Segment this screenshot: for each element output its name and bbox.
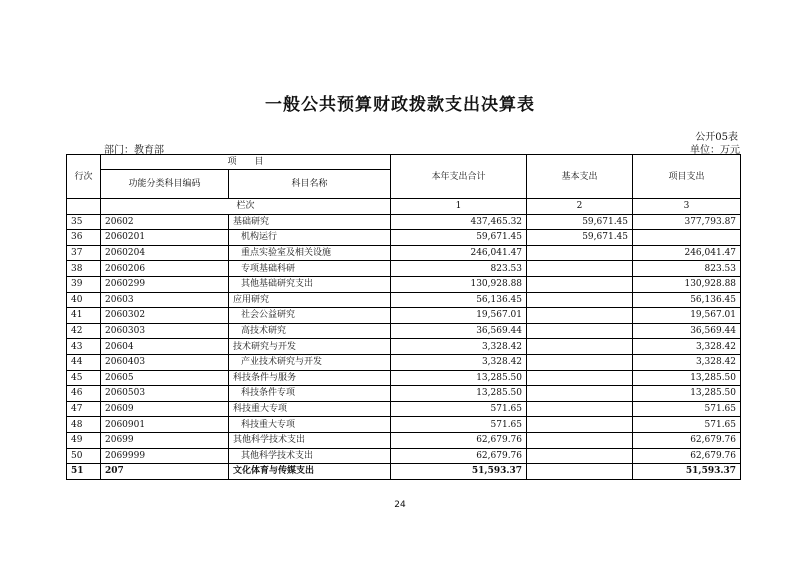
project-cell: 377,793.87 [633, 214, 741, 230]
total-cell: 571.65 [391, 401, 527, 417]
header-col-2: 2 [527, 199, 633, 215]
table-row [67, 261, 741, 277]
table-row [67, 308, 741, 324]
name-cell: 其他科学技术支出 [229, 448, 391, 464]
name-cell: 科技条件与服务 [229, 370, 391, 386]
row-number-cell: 37 [67, 245, 101, 261]
name-cell: 科技重大专项 [229, 401, 391, 417]
name-cell: 其他基础研究支出 [229, 276, 391, 292]
department-label: 部门：教育部 [104, 145, 164, 156]
name-cell: 专项基础科研 [229, 261, 391, 277]
code-cell: 2060206 [101, 261, 229, 277]
total-cell: 13,285.50 [391, 370, 527, 386]
total-cell: 62,679.76 [391, 432, 527, 448]
row-number-cell: 51 [67, 464, 101, 480]
basic-cell: 59,671.45 [527, 214, 633, 230]
code-cell: 2060503 [101, 386, 229, 402]
project-cell: 823.53 [633, 261, 741, 277]
code-cell: 2060201 [101, 230, 229, 246]
name-cell: 其他科学技术支出 [229, 432, 391, 448]
project-cell: 571.65 [633, 401, 741, 417]
table-row [67, 230, 741, 246]
row-number-cell: 35 [67, 214, 101, 230]
basic-cell [527, 401, 633, 417]
basic-cell [527, 448, 633, 464]
header-basic: 基本支出 [527, 155, 633, 199]
header-name: 科目名称 [229, 170, 391, 199]
basic-cell [527, 276, 633, 292]
table-row [67, 354, 741, 370]
name-cell: 机构运行 [229, 230, 391, 246]
project-cell: 19,567.01 [633, 308, 741, 324]
table-row [67, 386, 741, 402]
code-cell: 20699 [101, 432, 229, 448]
project-cell: 3,328.42 [633, 354, 741, 370]
basic-cell [527, 354, 633, 370]
total-cell: 823.53 [391, 261, 527, 277]
table-row [67, 448, 741, 464]
total-cell: 13,285.50 [391, 386, 527, 402]
basic-cell: 59,671.45 [527, 230, 633, 246]
table-row [67, 370, 741, 386]
unit-label: 单位：万元 [690, 145, 740, 156]
code-cell: 2060204 [101, 245, 229, 261]
row-number-cell: 46 [67, 386, 101, 402]
name-cell: 科技条件专项 [229, 386, 391, 402]
basic-cell [527, 464, 633, 480]
basic-cell [527, 417, 633, 433]
basic-cell [527, 245, 633, 261]
project-cell: 62,679.76 [633, 432, 741, 448]
document-title: 一般公共预算财政拨款支出决算表 [265, 95, 535, 115]
name-cell: 技术研究与开发 [229, 339, 391, 355]
total-cell: 56,136.45 [391, 292, 527, 308]
basic-cell [527, 386, 633, 402]
project-cell: 62,679.76 [633, 448, 741, 464]
table-row [67, 339, 741, 355]
name-cell: 文化体育与传媒支出 [229, 464, 391, 480]
page-number: 24 [394, 500, 406, 510]
header-col-3: 3 [633, 199, 741, 215]
row-number-cell: 42 [67, 323, 101, 339]
table-row [67, 464, 741, 480]
code-cell: 2060299 [101, 276, 229, 292]
basic-cell [527, 339, 633, 355]
project-cell: 3,328.42 [633, 339, 741, 355]
project-cell: 130,928.88 [633, 276, 741, 292]
row-number-cell: 48 [67, 417, 101, 433]
table-row [67, 245, 741, 261]
total-cell: 51,593.37 [391, 464, 527, 480]
name-cell: 重点实验室及相关设施 [229, 245, 391, 261]
row-number-cell: 44 [67, 354, 101, 370]
header-project: 项目支出 [633, 155, 741, 199]
total-cell: 62,679.76 [391, 448, 527, 464]
total-cell: 19,567.01 [391, 308, 527, 324]
header-code: 功能分类科目编码 [101, 170, 229, 199]
code-cell: 20605 [101, 370, 229, 386]
row-number-cell: 49 [67, 432, 101, 448]
project-cell [633, 230, 741, 246]
name-cell: 基础研究 [229, 214, 391, 230]
header-column-index: 栏次 [101, 199, 391, 215]
code-cell: 20602 [101, 214, 229, 230]
code-cell: 2060901 [101, 417, 229, 433]
code-cell: 2060303 [101, 323, 229, 339]
table-row [67, 214, 741, 230]
project-cell: 51,593.37 [633, 464, 741, 480]
header-index-blank [67, 199, 101, 215]
project-cell: 13,285.50 [633, 386, 741, 402]
total-cell: 130,928.88 [391, 276, 527, 292]
table-body [67, 214, 741, 479]
code-cell: 20604 [101, 339, 229, 355]
basic-cell [527, 308, 633, 324]
total-cell: 437,465.32 [391, 214, 527, 230]
row-number-cell: 36 [67, 230, 101, 246]
table-row [67, 417, 741, 433]
row-number-cell: 39 [67, 276, 101, 292]
basic-cell [527, 432, 633, 448]
name-cell: 应用研究 [229, 292, 391, 308]
code-cell: 20609 [101, 401, 229, 417]
row-number-cell: 45 [67, 370, 101, 386]
header-total: 本年支出合计 [391, 155, 527, 199]
basic-cell [527, 261, 633, 277]
expenditure-table [66, 154, 741, 480]
total-cell: 36,569.44 [391, 323, 527, 339]
row-number-cell: 38 [67, 261, 101, 277]
table-row [67, 292, 741, 308]
basic-cell [527, 370, 633, 386]
row-number-cell: 43 [67, 339, 101, 355]
total-cell: 59,671.45 [391, 230, 527, 246]
header-item-group: 项 目 [101, 155, 391, 170]
table-row [67, 401, 741, 417]
row-number-cell: 50 [67, 448, 101, 464]
name-cell: 科技重大专项 [229, 417, 391, 433]
table-row [67, 432, 741, 448]
name-cell: 高技术研究 [229, 323, 391, 339]
code-cell: 2069999 [101, 448, 229, 464]
form-number: 公开05表 [695, 132, 738, 143]
basic-cell [527, 292, 633, 308]
name-cell: 产业技术研究与开发 [229, 354, 391, 370]
table-row [67, 276, 741, 292]
name-cell: 社会公益研究 [229, 308, 391, 324]
header-row-no: 行次 [67, 155, 101, 199]
total-cell: 246,041.47 [391, 245, 527, 261]
code-cell: 20603 [101, 292, 229, 308]
code-cell: 2060302 [101, 308, 229, 324]
header-col-1: 1 [391, 199, 527, 215]
basic-cell [527, 323, 633, 339]
project-cell: 571.65 [633, 417, 741, 433]
table-row [67, 323, 741, 339]
code-cell: 207 [101, 464, 229, 480]
code-cell: 2060403 [101, 354, 229, 370]
total-cell: 3,328.42 [391, 354, 527, 370]
project-cell: 13,285.50 [633, 370, 741, 386]
row-number-cell: 41 [67, 308, 101, 324]
project-cell: 36,569.44 [633, 323, 741, 339]
total-cell: 571.65 [391, 417, 527, 433]
row-number-cell: 47 [67, 401, 101, 417]
project-cell: 56,136.45 [633, 292, 741, 308]
total-cell: 3,328.42 [391, 339, 527, 355]
project-cell: 246,041.47 [633, 245, 741, 261]
row-number-cell: 40 [67, 292, 101, 308]
